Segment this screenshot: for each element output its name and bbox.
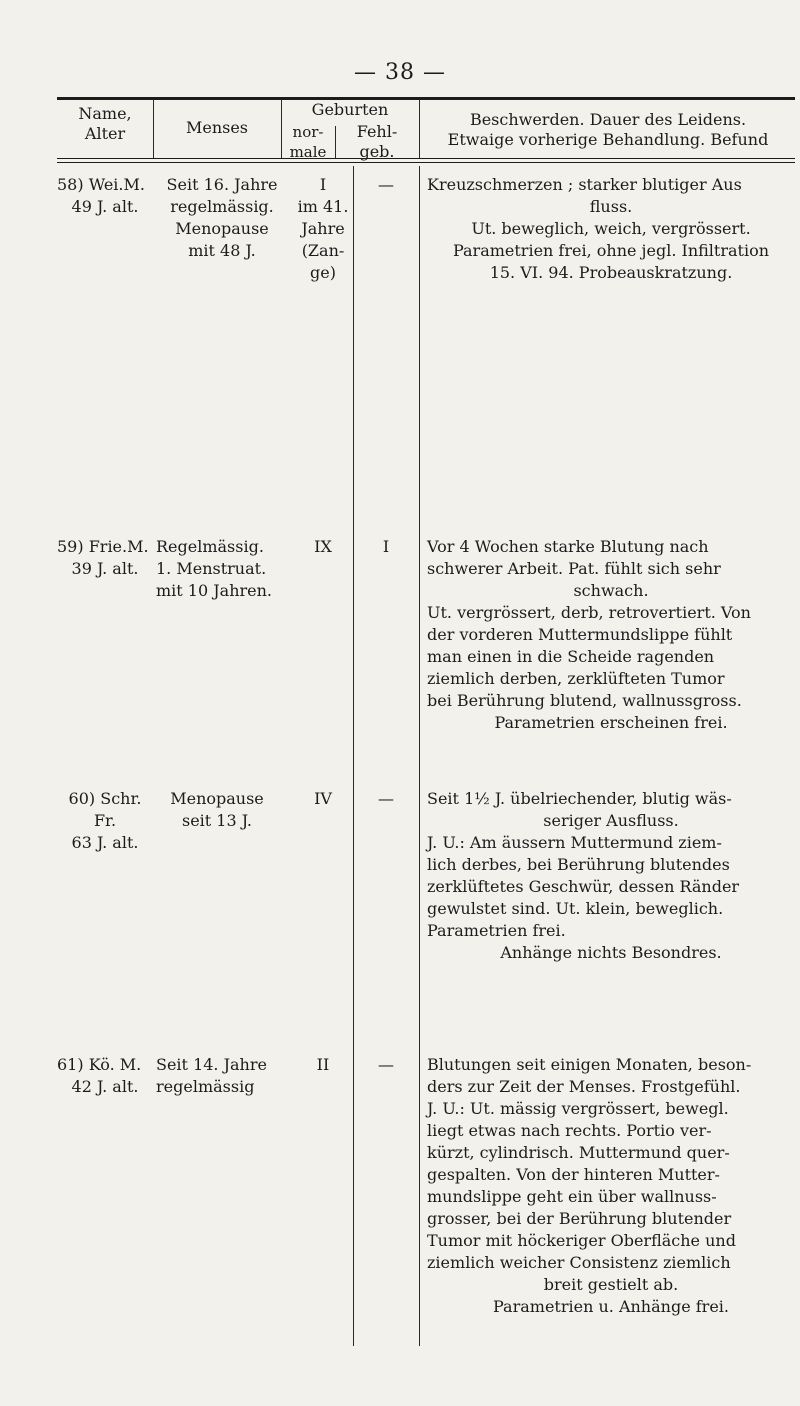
header-bottom-rule-double (57, 162, 795, 163)
header-complaints-line2: Etwaige vorherige Behandlung. Befund (447, 130, 769, 149)
description-line: Vor 4 Wochen starke Blutung nach (427, 537, 709, 556)
row-58-miscarriage: — (378, 175, 394, 194)
row-name-line: 58) Wei.M. (57, 175, 145, 194)
description-line: bei Berührung blutend, wallnussgross. (427, 691, 742, 710)
description-line: man einen in die Scheide ragenden (427, 647, 715, 666)
row-age-line: 39 J. alt. (71, 559, 139, 578)
description-line: mundslippe geht ein über wallnuss- (427, 1187, 717, 1206)
row-name-line: 61) Kö. M. (57, 1055, 142, 1074)
row-age-line: 63 J. alt. (71, 833, 139, 852)
row-menses-line: regelmässig (156, 1077, 255, 1096)
description-line: Parametrien frei, ohne jegl. Infiltration (452, 241, 770, 260)
description-line: Anhänge nichts Besondres. (500, 943, 722, 962)
description-line: Parametrien erscheinen frei. (494, 713, 728, 732)
header-miscarriage-line1: Fehl- (356, 122, 398, 141)
description-line: J. U.: Am äussern Muttermund ziem- (427, 833, 722, 852)
column-divider-births (353, 166, 354, 1346)
row-60-normal: IV (314, 789, 332, 808)
header-complaints (421, 110, 795, 150)
description-line: Blutungen seit einigen Monaten, beson- (427, 1055, 752, 1074)
row-normal-line: (Zan- (301, 241, 345, 260)
row-60-description (427, 788, 795, 964)
row-59-miscarriage: I (382, 537, 390, 556)
row-normal-line: I (319, 175, 327, 194)
column-divider-complaints (419, 166, 420, 1346)
row-58-menses (152, 174, 292, 262)
row-61-description (427, 1054, 795, 1318)
row-age-line: 49 J. alt. (71, 197, 139, 216)
row-menses-line: mit 48 J. (188, 241, 256, 260)
description-line: gewulstet sind. Ut. klein, beweglich. (427, 899, 724, 918)
description-line: Parametrien frei. (427, 921, 566, 940)
row-58-normal (290, 174, 356, 284)
description-line: Parametrien u. Anhänge frei. (493, 1297, 729, 1316)
description-line: gespalten. Von der hinteren Mutter- (427, 1165, 720, 1184)
row-normal-line: Jahre (301, 219, 345, 238)
row-58-name (57, 174, 153, 218)
row-menses-line: 1. Menstruat. (156, 559, 267, 578)
row-name-line: Fr. (93, 811, 117, 830)
row-menses-line: Menopause (170, 789, 264, 808)
row-menses-line: Seit 16. Jahre (166, 175, 278, 194)
description-line: schwach. (573, 581, 649, 600)
description-line: Tumor mit höckeriger Oberfläche und (427, 1231, 736, 1250)
description-line: fluss. (589, 197, 633, 216)
header-normal-line1: nor- (292, 123, 324, 141)
description-line: kürzt, cylindrisch. Muttermund quer- (427, 1143, 730, 1162)
description-line: der vorderen Muttermundslippe fühlt (427, 625, 733, 644)
header-divider (419, 100, 420, 158)
description-line: Ut. beweglich, weich, vergrössert. (471, 219, 751, 238)
description-line: Seit 1½ J. übelriechender, blutig wäs- (427, 789, 732, 808)
row-menses-line: seit 13 J. (181, 811, 252, 830)
row-60-name (57, 788, 153, 854)
row-menses-line: Seit 14. Jahre (156, 1055, 267, 1074)
description-line: lich derbes, bei Berührung blutendes (427, 855, 730, 874)
row-59-normal: IX (314, 537, 332, 556)
description-line: liegt etwas nach rechts. Portio ver- (427, 1121, 712, 1140)
header-miscarriage-line2: geb. (359, 142, 395, 161)
description-line: J. U.: Ut. mässig vergrössert, bewegl. (427, 1099, 729, 1118)
description-line: ders zur Zeit der Menses. Frostgefühl. (427, 1077, 741, 1096)
header-bottom-rule (57, 158, 795, 159)
row-59-menses (156, 536, 286, 602)
description-line: grosser, bei der Berührung blutender (427, 1209, 732, 1228)
row-name-line: 59) Frie.M. (57, 537, 149, 556)
page-number: — 38 — (354, 60, 446, 85)
description-line: zerklüftetes Geschwür, dessen Ränder (427, 877, 740, 896)
header-age-line: Alter (84, 124, 126, 143)
header-name-line: Name, (78, 104, 132, 123)
row-61-name (57, 1054, 153, 1098)
description-line: ziemlich derben, zerklüfteten Tumor (427, 669, 725, 688)
row-60-miscarriage: — (378, 789, 394, 808)
row-58-description (427, 174, 795, 284)
description-line: ziemlich weicher Consistenz ziemlich (427, 1253, 731, 1272)
row-61-menses (156, 1054, 286, 1098)
row-menses-line: mit 10 Jahren. (156, 581, 273, 600)
row-menses-line: Regelmässig. (156, 537, 264, 556)
header-normal (281, 122, 335, 162)
description-line: Ut. vergrössert, derb, retrovertiert. Von (427, 603, 751, 622)
header-births: Geburten (311, 100, 389, 119)
row-menses-line: Menopause (175, 219, 269, 238)
row-menses-line: regelmässig. (170, 197, 274, 216)
description-line: breit gestielt ab. (543, 1275, 679, 1294)
header-miscarriage (335, 122, 419, 162)
row-59-name (57, 536, 153, 580)
row-normal-line: ge) (310, 263, 336, 282)
description-line: 15. VI. 94. Probeauskratzung. (489, 263, 733, 282)
row-61-normal: II (316, 1055, 330, 1074)
row-name-line: 60) Schr. (68, 789, 142, 808)
header-normal-line2: male (289, 143, 327, 161)
description-line: seriger Ausfluss. (543, 811, 679, 830)
header-top-rule (57, 97, 795, 100)
row-59-description (427, 536, 795, 734)
row-60-menses (153, 788, 281, 832)
header-name-age (57, 104, 153, 144)
row-normal-line: im 41. (297, 197, 349, 216)
description-line: schwerer Arbeit. Pat. fühlt sich sehr (427, 559, 721, 578)
description-line: Kreuzschmerzen ; starker blutiger Aus (427, 175, 742, 194)
header-complaints-line1: Beschwerden. Dauer des Leidens. (469, 110, 747, 129)
header-menses: Menses (185, 118, 249, 137)
row-61-miscarriage: — (378, 1055, 394, 1074)
row-age-line: 42 J. alt. (71, 1077, 139, 1096)
